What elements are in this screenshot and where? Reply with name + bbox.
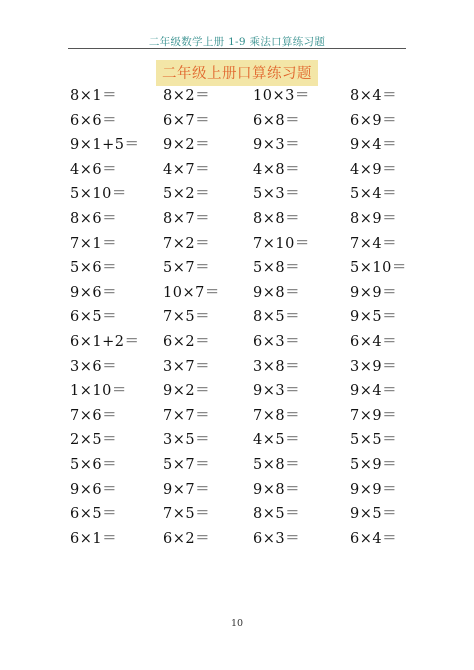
- exercise-item: 6×2＝: [163, 333, 211, 350]
- exercise-item: 9×1+5＝: [70, 137, 140, 154]
- exercise-item: 7×10＝: [253, 235, 310, 252]
- exercise-item: 6×3＝: [253, 333, 301, 350]
- exercise-item: 7×6＝: [70, 407, 118, 424]
- exercise-item: 8×9＝: [350, 210, 398, 227]
- exercise-item: 7×1＝: [70, 235, 118, 252]
- exercise-item: 10×3＝: [253, 88, 310, 104]
- exercise-item: 8×2＝: [163, 88, 211, 104]
- exercise-item: 10×7＝: [163, 284, 220, 301]
- exercise-item: 3×5＝: [163, 432, 211, 449]
- exercise-row: [0, 478, 474, 503]
- page-title: 二年级上册口算练习题: [156, 60, 318, 86]
- exercise-row: [0, 305, 474, 330]
- exercise-item: 7×5＝: [163, 506, 211, 523]
- exercise-item: 6×1＝: [70, 530, 118, 547]
- exercise-row: [0, 281, 474, 306]
- exercise-item: 8×6＝: [70, 210, 118, 227]
- header-divider: [68, 48, 406, 49]
- exercise-item: 9×2＝: [163, 137, 211, 154]
- exercise-item: 5×4＝: [350, 186, 398, 203]
- exercise-item: 9×7＝: [163, 481, 211, 498]
- exercise-item: 7×8＝: [253, 407, 301, 424]
- exercise-row: [0, 502, 474, 527]
- title-container: [0, 60, 474, 86]
- exercise-item: 6×5＝: [70, 309, 118, 326]
- exercise-item: 3×9＝: [350, 358, 398, 375]
- exercise-row: [0, 404, 474, 429]
- exercise-item: 4×6＝: [70, 161, 118, 178]
- exercise-row: [0, 207, 474, 232]
- exercise-item: 9×2＝: [163, 383, 211, 400]
- exercise-item: 6×4＝: [350, 333, 398, 350]
- exercise-row: [0, 453, 474, 478]
- exercise-item: 7×2＝: [163, 235, 211, 252]
- exercise-item: 9×6＝: [70, 284, 118, 301]
- exercise-item: 8×7＝: [163, 210, 211, 227]
- exercise-item: 6×2＝: [163, 530, 211, 547]
- exercise-item: 5×3＝: [253, 186, 301, 203]
- exercise-item: 4×7＝: [163, 161, 211, 178]
- exercise-item: 5×8＝: [253, 456, 301, 473]
- exercise-item: 5×9＝: [350, 456, 398, 473]
- exercise-row: [0, 355, 474, 380]
- exercise-item: 5×10＝: [350, 260, 407, 277]
- exercise-item: 8×5＝: [253, 506, 301, 523]
- exercise-row: [0, 256, 474, 281]
- exercise-item: 9×5＝: [350, 309, 398, 326]
- exercise-item: 5×6＝: [70, 456, 118, 473]
- exercise-item: 6×8＝: [253, 112, 301, 129]
- exercise-row: [0, 158, 474, 183]
- exercise-item: 6×3＝: [253, 530, 301, 547]
- exercise-item: 9×5＝: [350, 506, 398, 523]
- exercise-item: 6×9＝: [350, 112, 398, 129]
- exercise-item: 5×6＝: [70, 260, 118, 277]
- exercise-item: 9×3＝: [253, 137, 301, 154]
- exercise-item: 9×6＝: [70, 481, 118, 498]
- exercise-item: 4×5＝: [253, 432, 301, 449]
- exercise-item: 9×3＝: [253, 383, 301, 400]
- exercise-item: 9×9＝: [350, 284, 398, 301]
- exercise-item: 3×7＝: [163, 358, 211, 375]
- exercise-row: [0, 133, 474, 158]
- exercise-item: 9×4＝: [350, 137, 398, 154]
- exercise-item: 9×8＝: [253, 481, 301, 498]
- exercise-item: 7×7＝: [163, 407, 211, 424]
- exercise-item: 6×4＝: [350, 530, 398, 547]
- exercise-item: 4×8＝: [253, 161, 301, 178]
- exercise-grid: [0, 84, 474, 551]
- exercise-row: [0, 330, 474, 355]
- running-header: 二年级数学上册 1-9 乘法口算练习题: [148, 36, 326, 48]
- exercise-item: 7×4＝: [350, 235, 398, 252]
- exercise-row: [0, 527, 474, 552]
- exercise-item: 5×8＝: [253, 260, 301, 277]
- exercise-item: 5×7＝: [163, 260, 211, 277]
- exercise-row: [0, 182, 474, 207]
- exercise-item: 8×5＝: [253, 309, 301, 326]
- exercise-item: 5×10＝: [70, 186, 127, 203]
- exercise-row: [0, 109, 474, 134]
- exercise-item: 6×7＝: [163, 112, 211, 129]
- exercise-item: 8×8＝: [253, 210, 301, 227]
- exercise-item: 3×6＝: [70, 358, 118, 375]
- exercise-item: 3×8＝: [253, 358, 301, 375]
- exercise-item: 5×5＝: [350, 432, 398, 449]
- exercise-row: [0, 428, 474, 453]
- exercise-item: 9×4＝: [350, 383, 398, 400]
- exercise-item: 8×1＝: [70, 88, 118, 104]
- exercise-row: [0, 84, 474, 109]
- exercise-item: 4×9＝: [350, 161, 398, 178]
- exercise-item: 2×5＝: [70, 432, 118, 449]
- exercise-item: 5×2＝: [163, 186, 211, 203]
- page-number: 10: [230, 618, 244, 629]
- exercise-item: 6×5＝: [70, 506, 118, 523]
- exercise-item: 9×9＝: [350, 481, 398, 498]
- exercise-item: 1×10＝: [70, 383, 127, 400]
- exercise-item: 7×9＝: [350, 407, 398, 424]
- exercise-item: 5×7＝: [163, 456, 211, 473]
- exercise-item: 9×8＝: [253, 284, 301, 301]
- exercise-item: 7×5＝: [163, 309, 211, 326]
- exercise-row: [0, 232, 474, 257]
- exercise-item: 6×1+2＝: [70, 333, 140, 350]
- exercise-item: 6×6＝: [70, 112, 118, 129]
- exercise-row: [0, 379, 474, 404]
- exercise-item: 8×4＝: [350, 88, 398, 104]
